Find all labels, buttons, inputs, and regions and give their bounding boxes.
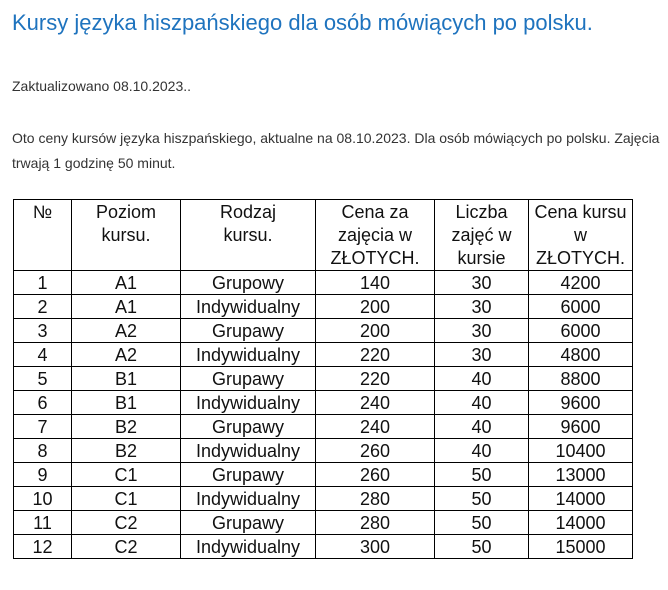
header-type <box>181 200 316 271</box>
cell-price-per-class: 260 <box>316 463 435 487</box>
cell-class-count: 40 <box>435 439 529 463</box>
table-row <box>14 295 633 319</box>
header-type-label: Rodzaj kursu. <box>219 202 277 245</box>
cell-price-per-class: 240 <box>316 391 435 415</box>
price-table <box>13 199 633 559</box>
cell-course-price: 8800 <box>529 367 633 391</box>
cell-number: 5 <box>14 367 72 391</box>
cell-price-per-class: 280 <box>316 511 435 535</box>
cell-price-per-class: 240 <box>316 415 435 439</box>
cell-type: Indywidualny <box>181 487 316 511</box>
table-row <box>14 319 633 343</box>
cell-number: 11 <box>14 511 72 535</box>
cell-level: B1 <box>72 391 181 415</box>
cell-course-price: 13000 <box>529 463 633 487</box>
cell-level: B2 <box>72 439 181 463</box>
cell-price-per-class: 200 <box>316 295 435 319</box>
cell-class-count: 30 <box>435 295 529 319</box>
cell-number: 1 <box>14 271 72 295</box>
cell-class-count: 50 <box>435 535 529 559</box>
cell-course-price: 15000 <box>529 535 633 559</box>
cell-course-price: 9600 <box>529 415 633 439</box>
cell-type: Grupawy <box>181 415 316 439</box>
header-price-per-class <box>316 200 435 271</box>
header-class-count <box>435 200 529 271</box>
cell-level: A1 <box>72 271 181 295</box>
cell-number: 4 <box>14 343 72 367</box>
cell-number: 2 <box>14 295 72 319</box>
cell-type: Indywidualny <box>181 535 316 559</box>
page-title: Kursy języka hiszpańskiego dla osób mówiących po polsku. <box>12 10 593 35</box>
cell-price-per-class: 300 <box>316 535 435 559</box>
cell-number: 8 <box>14 439 72 463</box>
cell-type: Indywidualny <box>181 439 316 463</box>
cell-price-per-class: 220 <box>316 367 435 391</box>
cell-number: 10 <box>14 487 72 511</box>
cell-class-count: 40 <box>435 367 529 391</box>
cell-level: A2 <box>72 319 181 343</box>
cell-level: B1 <box>72 367 181 391</box>
cell-type: Grupawy <box>181 319 316 343</box>
cell-price-per-class: 140 <box>316 271 435 295</box>
header-price-per-class-label: Cena za zajęcia w ZŁOTYCH. <box>330 202 420 268</box>
cell-number: 6 <box>14 391 72 415</box>
table-row <box>14 415 633 439</box>
header-course-price <box>529 200 633 271</box>
cell-class-count: 40 <box>435 391 529 415</box>
header-course-price-label: Cena kursu w ZŁOTYCH. <box>534 202 627 268</box>
cell-course-price: 10400 <box>529 439 633 463</box>
cell-type: Grupawy <box>181 511 316 535</box>
cell-number: 12 <box>14 535 72 559</box>
cell-class-count: 50 <box>435 487 529 511</box>
table-row <box>14 391 633 415</box>
table-row <box>14 439 633 463</box>
table-row <box>14 487 633 511</box>
cell-price-per-class: 200 <box>316 319 435 343</box>
cell-course-price: 4800 <box>529 343 633 367</box>
cell-class-count: 40 <box>435 415 529 439</box>
cell-level: A1 <box>72 295 181 319</box>
cell-class-count: 50 <box>435 463 529 487</box>
table-row <box>14 511 633 535</box>
cell-class-count: 30 <box>435 271 529 295</box>
cell-level: C1 <box>72 487 181 511</box>
header-level <box>72 200 181 271</box>
cell-type: Grupawy <box>181 463 316 487</box>
cell-level: B2 <box>72 415 181 439</box>
table-row <box>14 535 633 559</box>
cell-course-price: 6000 <box>529 319 633 343</box>
cell-type: Grupawy <box>181 367 316 391</box>
cell-type: Indywidualny <box>181 391 316 415</box>
header-number <box>14 200 72 271</box>
intro-paragraph: Oto ceny kursów języka hiszpańskiego, aktualne na 08.10.2023. Dla osób mówiących po polsku. Zajęcia trwają 1 godzinę 50 minut. <box>12 130 660 171</box>
table-row <box>14 463 633 487</box>
header-number-label: № <box>32 202 53 222</box>
cell-number: 3 <box>14 319 72 343</box>
price-table-body <box>14 271 633 559</box>
cell-course-price: 6000 <box>529 295 633 319</box>
cell-price-per-class: 260 <box>316 439 435 463</box>
cell-level: C1 <box>72 463 181 487</box>
cell-number: 7 <box>14 415 72 439</box>
cell-level: A2 <box>72 343 181 367</box>
cell-course-price: 9600 <box>529 391 633 415</box>
cell-course-price: 4200 <box>529 271 633 295</box>
table-header-row <box>14 200 633 271</box>
cell-type: Grupowy <box>181 271 316 295</box>
cell-class-count: 30 <box>435 319 529 343</box>
table-row <box>14 367 633 391</box>
cell-course-price: 14000 <box>529 487 633 511</box>
table-row <box>14 343 633 367</box>
cell-course-price: 14000 <box>529 511 633 535</box>
cell-class-count: 50 <box>435 511 529 535</box>
cell-type: Indywidualny <box>181 343 316 367</box>
cell-level: C2 <box>72 535 181 559</box>
cell-price-per-class: 280 <box>316 487 435 511</box>
updated-date: Zaktualizowano 08.10.2023.. <box>12 78 192 94</box>
price-table-head <box>14 200 633 271</box>
cell-number: 9 <box>14 463 72 487</box>
cell-class-count: 30 <box>435 343 529 367</box>
cell-price-per-class: 220 <box>316 343 435 367</box>
header-class-count-label: Liczba zajęć w kursie <box>451 202 512 268</box>
header-level-label: Poziom kursu. <box>95 202 157 245</box>
table-row <box>14 271 633 295</box>
cell-level: C2 <box>72 511 181 535</box>
cell-type: Indywidualny <box>181 295 316 319</box>
